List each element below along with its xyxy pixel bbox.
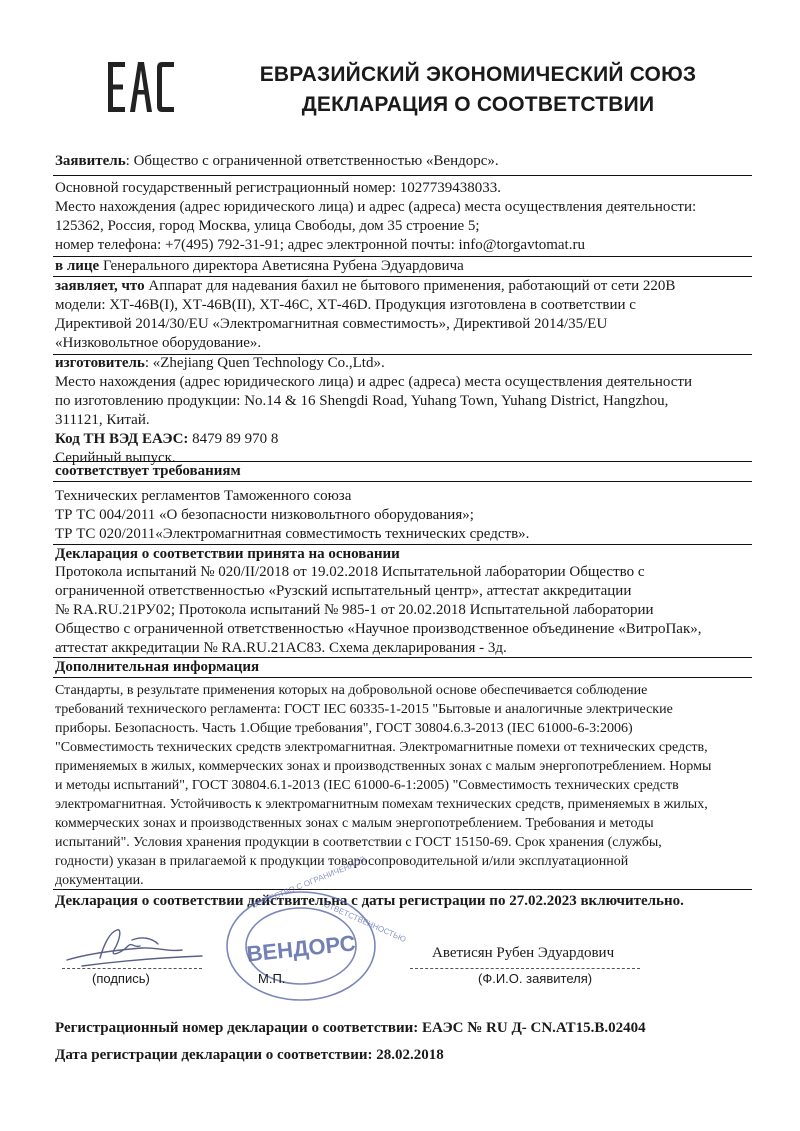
additional-info-line: требований технического регламента: ГОСТ IEC 60335-1-2015 "Бытовые и аналогичные электрические — [55, 702, 673, 717]
basis-line: Протокола испытаний № 020/II/2018 от 19.02.2018 Испытательной лаборатории Общество с — [55, 564, 645, 580]
requirements-label: соответствует требованиям — [55, 463, 241, 479]
declares-value: Аппарат для надевания бахил не бытового применения, работающий от сети 220В — [144, 278, 676, 294]
additional-info-line: "Совместимость технических средств электромагнитная. Электромагнитные помехи от технических средств, — [55, 740, 708, 755]
additional-info-line: электромагнитная. Устойчивость к электромагнитным помехам технических средств, применяемых в жилых, — [55, 797, 708, 812]
basis-line: аттестат аккредитации № RA.RU.21AC83. Схема декларирования - 3д. — [55, 640, 507, 656]
name-line — [410, 968, 640, 969]
requirements-line: ТР ТС 004/2011 «О безопасности низковольтного оборудования»; — [55, 507, 474, 523]
representative-value: Генерального директора Аветисяна Рубена Эдуардовича — [99, 258, 464, 274]
basis-line: № RA.RU.21РУ02; Протокола испытаний № 985-1 от 20.02.2018 Испытательной лаборатории — [55, 602, 654, 618]
applicant-address-line: Место нахождения (адрес юридического лица) и адрес (адреса) места осуществления деятельности: — [55, 199, 697, 215]
additional-info-line: и методы испытаний", ГОСТ 30804.6.1-2013 (IEC 61000-6-1:2005) "Совместимость технических средств — [55, 778, 679, 793]
additional-info-label: Дополнительная информация — [55, 659, 260, 675]
eac-logo-icon — [108, 62, 174, 112]
manufacturer-value: : «Zhejiang Quen Technology Co.,Ltd». — [144, 355, 385, 371]
manufacturer-address-line: 311121, Китай. — [55, 412, 150, 428]
manufacturer-address-line: Место нахождения (адрес юридического лица) и адрес (адреса) места осуществления деятельности — [55, 374, 693, 390]
manufacturer-line — [55, 353, 385, 373]
additional-info-line: применяемых в жилых, коммерческих зонах и производственных зонах с малым энергопотреблением. Нормы — [55, 759, 712, 774]
applicant-address-line: 125362, Россия, город Москва, улица Свободы, дом 35 строение 5; — [55, 218, 480, 234]
series-line: Серийный выпуск. — [55, 450, 176, 466]
product-line: «Низковольтное оборудование». — [55, 335, 262, 351]
additional-info-line: приборы. Безопасность. Часть 1.Общие требования", ГОСТ 30804.6.3-2013 (IEC 61000-6-3:2006) — [55, 721, 633, 736]
applicant-value: : Общество с ограниченной ответственностью «Вендорс». — [125, 153, 499, 169]
svg-text:ВЕНДОРС: ВЕНДОРС — [245, 930, 357, 967]
applicant-line — [55, 151, 499, 171]
svg-text:ОБЩЕСТВО С ОГРАНИЧЕННОЙ: ОБЩЕСТВО С ОГРАНИЧЕННОЙ — [250, 855, 368, 910]
validity-statement: Декларация о соответствии действительна с даты регистрации по 27.02.2023 включительно. — [55, 893, 684, 909]
requirements-line: ТР ТС 020/2011«Электромагнитная совместимость технических средств». — [55, 526, 530, 542]
ogrn-line: Основной государственный регистрационный номер: 1027739438033. — [55, 180, 502, 196]
basis-label: Декларация о соответствии принята на основании — [55, 546, 400, 562]
additional-info-line: испытаний". Условия хранения продукции в соответствии с ГОСТ 15150-69. Срок хранения (службы, — [55, 835, 662, 850]
additional-info-line: Стандарты, в результате применения которых на добровольной основе обеспечивается соблюдение — [55, 683, 648, 698]
company-seal-icon — [213, 855, 408, 1003]
signature-line — [62, 968, 202, 969]
divider — [53, 889, 752, 890]
name-caption: (Ф.И.О. заявителя) — [478, 971, 593, 986]
additional-info-line: документации. — [55, 873, 144, 888]
union-title: ЕВРАЗИЙСКИЙ ЭКОНОМИЧЕСКИЙ СОЮЗ — [259, 63, 697, 86]
hs-code-label: Код ТН ВЭД ЕАЭС: — [55, 431, 189, 447]
declaration-title: ДЕКЛАРАЦИЯ О СООТВЕТСТВИИ — [301, 93, 655, 116]
representative-label: в лице — [55, 258, 100, 274]
divider — [53, 175, 752, 176]
hs-code-line — [55, 429, 278, 449]
additional-info-line: коммерческих зонах и производственных зонах с малым энергопотреблением. Требования и методы — [55, 816, 654, 831]
declares-line — [55, 276, 675, 296]
product-line: Директивой 2014/30/EU «Электромагнитная совместимость», Директивой 2014/35/EU — [55, 316, 608, 332]
representative-line — [55, 256, 464, 276]
registration-number: Регистрационный номер декларации о соответствии: ЕАЭС № RU Д- CN.AT15.B.02404 — [55, 1020, 646, 1036]
signature-caption: (подпись) — [92, 971, 150, 986]
manufacturer-address-line: по изготовлению продукции: No.14 & 16 Shengdi Road, Yuhang Town, Yuhang District, Hangzhou, — [55, 393, 669, 409]
registration-date: Дата регистрации декларации о соответствии: 28.02.2018 — [55, 1047, 444, 1063]
handwritten-signature-icon — [62, 922, 212, 972]
declares-label: заявляет, что — [55, 278, 145, 294]
divider — [53, 677, 752, 678]
basis-line: ограниченной ответственностью «Рузский испытательный центр», аттестат аккредитации — [55, 583, 632, 599]
applicant-contacts-line: номер телефона: +7(495) 792-31-91; адрес электронной почты: info@torgavtomat.ru — [55, 237, 585, 253]
additional-info-line: годности) указан в прилагаемой к продукции товаросопроводительной и/или эксплуатационной — [55, 854, 629, 869]
signer-name: Аветисян Рубен Эдуардович — [432, 945, 615, 961]
basis-line: Общество с ограниченной ответственностью «Научное производственное объединение «ВитроПак», — [55, 621, 702, 637]
svg-text:ОТВЕТСТВЕННОСТЬЮ: ОТВЕТСТВЕННОСТЬЮ — [322, 899, 408, 945]
hs-code-value: 8479 89 970 8 — [188, 431, 279, 447]
divider — [53, 481, 752, 482]
requirements-line: Технических регламентов Таможенного союза — [55, 488, 352, 504]
product-line: модели: ХТ-46В(I), ХТ-46В(II), ХТ-46С, ХТ-46D. Продукция изготовлена в соответствии с — [55, 297, 636, 313]
applicant-label: Заявитель — [55, 153, 126, 169]
manufacturer-label: изготовитель — [55, 355, 145, 371]
stamp-caption: М.П. — [258, 971, 286, 986]
